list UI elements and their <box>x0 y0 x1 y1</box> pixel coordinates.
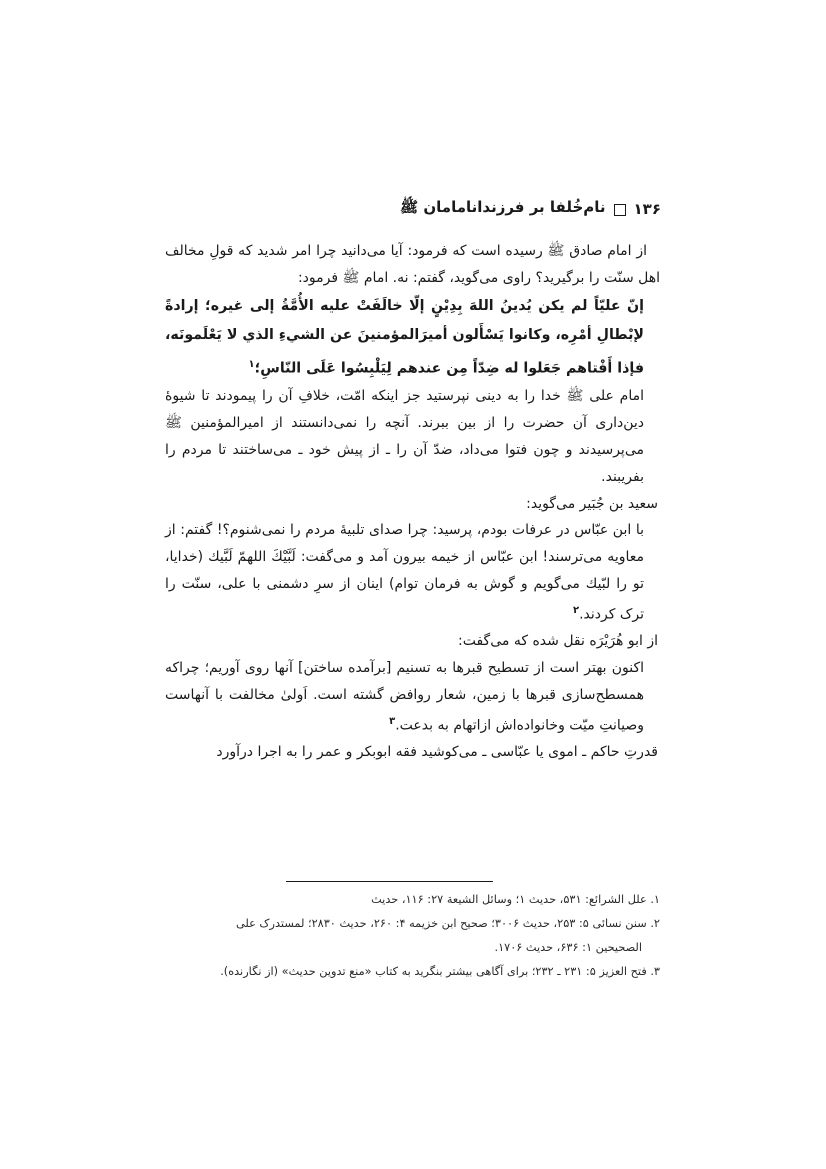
footnote-3: ۳. فتح العزیز ۵: ۲۳۱ ـ ۲۳۲؛ برای آگاهی بیشتر بنگرید به کتاب «منع تدوین حدیث» (از نگارنده). <box>220 965 660 978</box>
footnotes <box>162 888 660 984</box>
paragraph-saeed-intro: سعید بن جُبَیر می‌گوید: <box>526 495 658 512</box>
footnote-1: ۱. علل الشرائع: ۵۳۱، حدیث ۱؛ وسائل الشیعة ۲۷: ۱۱۶، حدیث <box>371 893 660 906</box>
paragraph-graves: اکنون بهتر است از تسطیح قبرها به تسنیم [برآمده ساختن] آنها روی آوریم؛ چراکه همسطح‌سازی قبرها با زمین، شعار روافض گشته است. اَولیٰ مخالفت با آنهاست وصیانتِ میّت وخانواده‌اش ازاتهام به بدعت.$^۳$ <box>165 659 644 734</box>
page-number: ۱۳۶ <box>633 200 661 218</box>
main-text <box>165 238 660 766</box>
running-header <box>161 197 661 221</box>
chapter-title: نام‌خُلفا بر فرزندانامامان ﷺ <box>400 198 606 216</box>
arabic-hadith-quote: إنّ عليّاً لم يكن يُدينُ اللهَ بِدِيْنٍ إلّا خالَفَتْ عليه الأُمَّةُ إلى غيره؛ إرادةً لإبْطالِ أمْرِه، وكانوا يَسْأَلون أميرَالمؤمنينَ عن الشيءِ الذي لا يَعْلَمونَه، فإذا أَفْتاهم جَعَلوا له ضِدّاً مِن عندهم لِيَلْبِسُوا عَلَى النّاسِ؛$^۱$ <box>165 297 644 377</box>
paragraph-ruling-power: قدرتِ حاکم ـ اموی یا عبّاسی ـ می‌کوشید فقه ابوبکر و عمر را به اجرا درآورد <box>216 744 658 760</box>
footnote-ref-2: ۲ <box>572 604 580 616</box>
paragraph-imam-sadiq: از امام صادق ﷺ رسیده است که فرمود: آیا می‌دانید چرا امر شدید که قولِ مخالف اهل سنّت را برگیرید؟ راوی می‌گوید، گفتم: نه. امام ﷺ فرمود: <box>165 243 660 286</box>
paragraph-translation: امام علی ﷺ خدا را به دینی نپرستید جز اینکه امّت، خلافِ آن را پیمودند تا شیوۀ دین‌داری آن حضرت را از بین ببرند. آنچه را نمی‌دانستند از امیرالمؤمنین ﷺ می‌پرسیدند و چون فتوا می‌داد، ضدّ آن را ـ از پیش خود ـ می‌ساختند تا مردم را بفریبند. <box>165 388 644 485</box>
footnote-ref-1: ۱ <box>248 358 255 370</box>
footnote-2: ۲. سنن نسائی ۵: ۲۵۳، حدیث ۳۰۰۶؛ صحیح ابن خزیمه ۴: ۲۶۰، حدیث ۲۸۳۰؛ لمستدرک علی <box>235 917 660 930</box>
footnote-divider <box>286 881 493 882</box>
honorific-glyph: ﷺ <box>400 198 419 216</box>
footnote-ref-3: ۳ <box>389 715 396 727</box>
paragraph-ibn-abbas: با ابن عبّاس در عرفات بودم، پرسید: چرا صدای تلبیۀ مردم را نمی‌شنوم؟! گفتم: از معاویه می‌ترسند! ابن عبّاس از خیمه بیرون آمد و می‌گفت: لَبَّيْكَ اللهمّ لَبَّيك (خدایا، تو را لبّیك می‌گویم و گوش به فرمان توام) اینان از سرِ دشمنی با علی، سنّت را ترک کردند.$^۲$ <box>165 522 644 623</box>
footnote-2-continued: الصحیحین ۱: ۶۳۶، حدیث ۱۷۰۶. <box>494 941 642 954</box>
paragraph-abu-hurayra-intro: از ابو هُرَیْرَه نقل شده که می‌گفت: <box>458 633 658 650</box>
square-bullet-icon <box>614 204 626 216</box>
